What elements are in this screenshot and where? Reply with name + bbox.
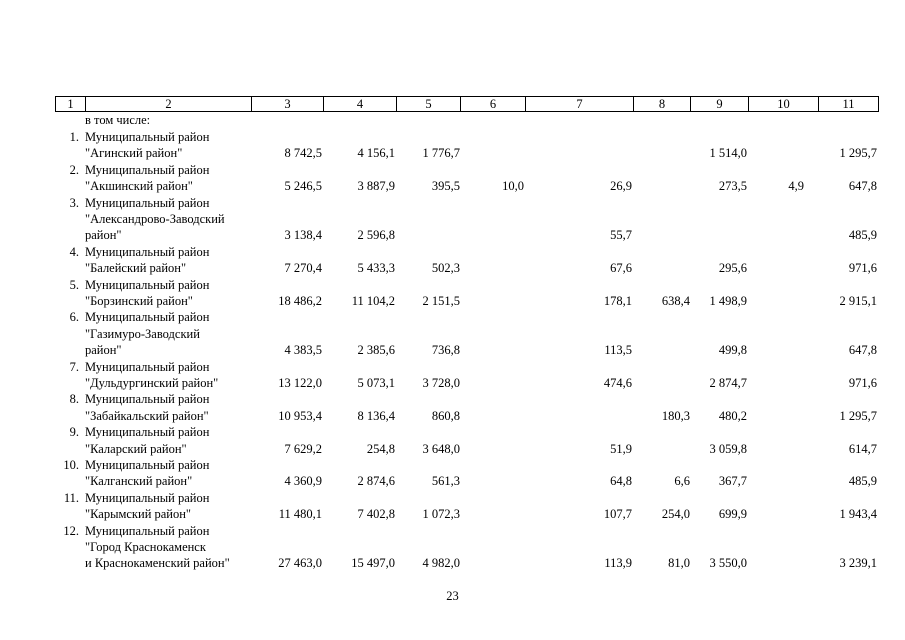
- row-name-line: Муниципальный район: [85, 490, 210, 505]
- row-value-col-4: 2 385,6: [357, 343, 395, 358]
- row-name-line: "Агинский район": [85, 146, 183, 161]
- row-value-col-9: 273,5: [718, 179, 747, 194]
- row-value-col-3: 7 270,4: [284, 261, 322, 276]
- row-value-col-3: 11 480,1: [278, 507, 322, 522]
- header-cell-2: 2: [86, 97, 252, 111]
- row-value-col-9: 480,2: [718, 408, 747, 423]
- row-number: 8.: [69, 392, 79, 407]
- row-value-col-5: 860,8: [431, 408, 460, 423]
- row-value-col-11: 647,8: [848, 343, 877, 358]
- row-name-line: "Каларский район": [85, 441, 187, 456]
- row-value-col-6: 10,0: [502, 179, 524, 194]
- row-value-col-11: 614,7: [848, 441, 877, 456]
- row-value-col-7: 113,5: [604, 343, 632, 358]
- row-value-col-7: 178,1: [603, 294, 632, 308]
- row-number: 12.: [63, 523, 79, 538]
- row-name-line: "Карымский район": [85, 507, 192, 522]
- row-value-col-5: 395,5: [431, 179, 460, 194]
- row-name-line: Муниципальный район: [85, 162, 210, 177]
- row-name-line: Муниципальный район: [85, 359, 210, 374]
- row-value-col-11: 3 239,1: [839, 556, 877, 571]
- row-value-col-9: 1 514,0: [709, 146, 747, 161]
- row-number: 5.: [69, 277, 79, 292]
- header-cell-8: 8: [634, 97, 691, 111]
- row-value-col-11: 971,6: [848, 376, 877, 390]
- row-value-col-4: 11 104,2: [351, 294, 395, 308]
- row-value-col-3: 7 629,2: [284, 441, 322, 456]
- row-value-col-11: 971,6: [848, 261, 877, 276]
- row-value-col-4: 7 402,8: [357, 507, 395, 522]
- row-value-col-9: 295,6: [718, 261, 747, 276]
- row-value-col-5: 561,3: [431, 474, 460, 489]
- row-name-line: Муниципальный район: [85, 523, 210, 538]
- page-number: 23: [446, 589, 459, 603]
- row-name-line: "Калганский район": [85, 474, 193, 489]
- row-value-col-7: 67,6: [610, 261, 632, 276]
- row-value-col-8: 638,4: [661, 294, 690, 308]
- row-value-col-4: 5 433,3: [357, 261, 395, 276]
- row-name-line: "Город Краснокаменск: [85, 540, 206, 554]
- row-value-col-4: 5 073,1: [357, 376, 395, 390]
- row-value-col-11: 1 295,7: [839, 146, 877, 161]
- row-name-line: Муниципальный район: [85, 277, 210, 292]
- row-name-line: "Забайкальский район": [85, 408, 209, 423]
- row-value-col-3: 4 383,5: [284, 343, 322, 358]
- row-value-col-9: 499,8: [718, 343, 747, 358]
- row-number: 11.: [63, 490, 79, 505]
- row-name-line: "Акшинский район": [85, 179, 193, 194]
- row-number: 9.: [69, 425, 79, 440]
- row-value-col-9: 3 059,8: [709, 441, 747, 456]
- row-number: 1.: [69, 130, 79, 144]
- row-value-col-5: 1 776,7: [422, 146, 460, 161]
- row-number: 3.: [69, 195, 79, 210]
- row-name-line: "Александрово-Заводский: [85, 212, 225, 226]
- row-name-line: "Газимуро-Заводский: [85, 326, 200, 341]
- row-name-line: Муниципальный район: [85, 425, 210, 440]
- row-value-col-11: 647,8: [848, 179, 877, 194]
- row-name-line: и Краснокаменский район": [85, 556, 230, 571]
- row-number: 7.: [69, 359, 79, 374]
- table-header: [55, 96, 879, 112]
- row-value-col-4: 8 136,4: [357, 408, 395, 423]
- header-cell-10: 10: [749, 97, 819, 111]
- row-value-col-11: 485,9: [848, 474, 877, 489]
- row-value-col-3: 27 463,0: [278, 556, 322, 571]
- row-value-col-3: 18 486,2: [278, 294, 322, 308]
- row-value-col-9: 2 874,7: [709, 376, 747, 390]
- row-value-col-4: 2 596,8: [357, 228, 395, 243]
- row-value-col-5: 4 982,0: [422, 556, 460, 571]
- row-name-line: район": [85, 228, 122, 243]
- row-name-line: Муниципальный район: [85, 392, 210, 407]
- row-value-col-11: 2 915,1: [839, 294, 877, 308]
- row-value-col-11: 485,9: [848, 228, 877, 243]
- row-value-col-7: 107,7: [603, 507, 632, 522]
- row-value-col-7: 26,9: [610, 179, 632, 194]
- row-value-col-8: 81,0: [668, 556, 690, 571]
- row-value-col-9: 3 550,0: [709, 556, 747, 571]
- row-value-col-5: 736,8: [431, 343, 460, 358]
- row-value-col-3: 5 246,5: [284, 179, 322, 194]
- row-value-col-4: 2 874,6: [357, 474, 395, 489]
- row-value-col-8: 180,3: [661, 408, 690, 423]
- header-cell-7: 7: [526, 97, 634, 111]
- row-value-col-4: 3 887,9: [357, 179, 395, 194]
- row-name-line: "Дульдургинский район": [85, 376, 219, 390]
- row-value-col-11: 1 295,7: [839, 408, 877, 423]
- row-value-col-11: 1 943,4: [839, 507, 877, 522]
- row-value-col-5: 502,3: [431, 261, 460, 276]
- row-value-col-3: 3 138,4: [284, 228, 322, 243]
- row-value-col-8: 6,6: [674, 474, 690, 489]
- row-value-col-3: 10 953,4: [278, 408, 322, 423]
- row-name-line: Муниципальный район: [85, 130, 210, 144]
- row-value-col-3: 8 742,5: [284, 146, 322, 161]
- row-value-col-4: 4 156,1: [357, 146, 395, 161]
- header-cell-3: 3: [252, 97, 324, 111]
- row-name-line: Муниципальный район: [85, 244, 210, 259]
- row-number: 10.: [63, 458, 79, 472]
- row-name-line: Муниципальный район: [85, 458, 210, 472]
- row-name-line: "Балейский район": [85, 261, 187, 276]
- row-value-col-9: 367,7: [718, 474, 747, 489]
- intro-label: в том числе:: [85, 113, 151, 127]
- row-value-col-7: 55,7: [610, 228, 632, 243]
- row-name-line: Муниципальный район: [85, 195, 210, 210]
- row-name-line: Муниципальный район: [85, 310, 210, 325]
- row-value-col-8: 254,0: [661, 507, 690, 522]
- row-value-col-5: 2 151,5: [422, 294, 460, 308]
- row-number: 4.: [69, 244, 79, 259]
- header-cell-11: 11: [842, 97, 855, 111]
- row-value-col-9: 1 498,9: [709, 294, 747, 308]
- header-cell-4: 4: [324, 97, 397, 111]
- row-number: 2.: [69, 162, 79, 177]
- row-value-col-7: 113,9: [604, 556, 632, 571]
- row-name-line: "Борзинский район": [85, 294, 193, 308]
- header-cell-9: 9: [691, 97, 749, 111]
- row-name-line: район": [85, 343, 122, 358]
- row-value-col-7: 474,6: [603, 376, 632, 390]
- row-value-col-7: 51,9: [610, 441, 632, 456]
- row-value-col-10: 4,9: [788, 179, 804, 194]
- row-value-col-7: 64,8: [610, 474, 632, 489]
- row-value-col-3: 4 360,9: [284, 474, 322, 489]
- row-value-col-5: 1 072,3: [422, 507, 460, 522]
- row-value-col-5: 3 728,0: [422, 376, 460, 390]
- header-cell-6: 6: [461, 97, 526, 111]
- row-value-col-3: 13 122,0: [278, 376, 322, 390]
- row-value-col-5: 3 648,0: [422, 441, 460, 456]
- header-cell-5: 5: [397, 97, 461, 111]
- row-number: 6.: [69, 310, 79, 325]
- row-value-col-4: 15 497,0: [351, 556, 395, 571]
- row-value-col-4: 254,8: [366, 441, 395, 456]
- row-value-col-9: 699,9: [718, 507, 747, 522]
- header-cell-1: 1: [56, 97, 86, 111]
